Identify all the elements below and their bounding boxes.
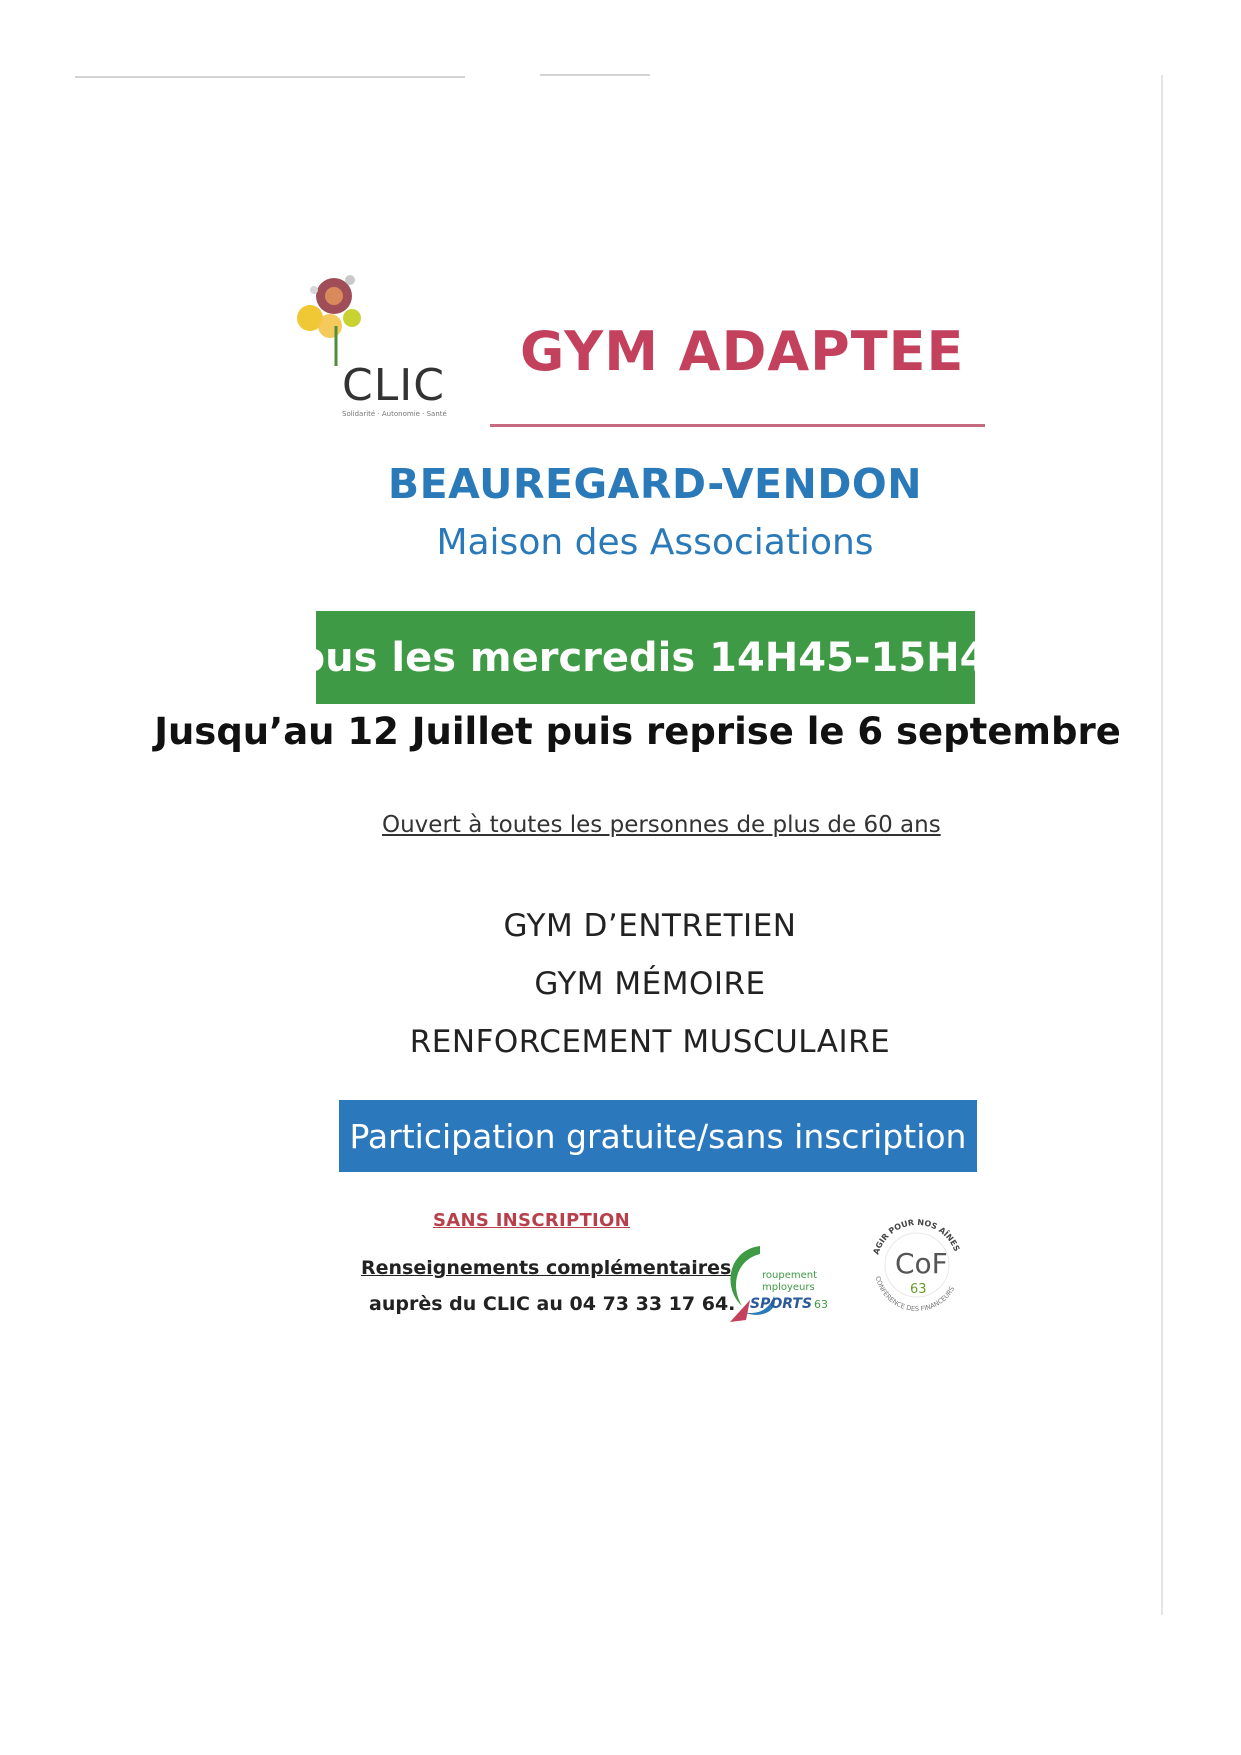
- cof-arc-top: AGIR POUR NOS AÎNES: [871, 1217, 962, 1256]
- cof-logo: [855, 1203, 980, 1328]
- clic-tagline: Solidarité · Autonomie · Santé: [342, 410, 447, 418]
- cof-name: CoF: [895, 1247, 948, 1280]
- cof-arc-bottom: CONFÉRENCE DES FINANCEURS: [873, 1275, 957, 1314]
- clic-logo: [292, 268, 447, 418]
- title-divider: [490, 424, 985, 427]
- activities-list: [0, 897, 1241, 1071]
- scan-line: [540, 74, 650, 76]
- groupement-employeurs-logo: [720, 1240, 845, 1330]
- scan-line: [75, 76, 465, 78]
- clic-name: CLIC: [342, 360, 445, 411]
- page-edge: [1161, 75, 1163, 1615]
- schedule-text: Tous les mercredis 14H45-15H45: [275, 634, 1016, 681]
- cof-number: 63: [910, 1282, 927, 1297]
- activity-item: GYM MÉMOIRE: [534, 966, 766, 1002]
- clic-flower-icon: [292, 268, 442, 368]
- schedule-banner: [275, 611, 1016, 704]
- venue: Maison des Associations: [436, 522, 874, 563]
- groupement-number: 63: [814, 1298, 828, 1311]
- info-line-2: auprès du CLIC au 04 73 33 17 64.: [369, 1293, 736, 1315]
- cof-seal-icon: [855, 1203, 980, 1328]
- groupement-line1: roupement: [762, 1270, 817, 1281]
- period-text: Jusqu’au 12 Juillet puis reprise le 6 septembre: [154, 710, 1121, 753]
- activity-item: RENFORCEMENT MUSCULAIRE: [409, 1024, 891, 1060]
- activity-item: GYM D’ENTRETIEN: [503, 908, 797, 944]
- groupement-line2: mployeurs: [762, 1282, 815, 1293]
- page-title: GYM ADAPTEE: [520, 320, 965, 383]
- location: BEAUREGARD-VENDON: [387, 460, 923, 508]
- audience-note: Ouvert à toutes les personnes de plus de 60 ans: [382, 812, 941, 838]
- groupement-swoosh-icon: [720, 1240, 845, 1330]
- participation-text: Participation gratuite/sans inscription: [349, 1116, 967, 1156]
- participation-banner: [339, 1100, 977, 1172]
- no-registration-note: SANS INSCRIPTION: [433, 1210, 631, 1231]
- info-line-1: Renseignements complémentaires: [361, 1257, 732, 1279]
- groupement-line3: SPORTS: [750, 1296, 813, 1312]
